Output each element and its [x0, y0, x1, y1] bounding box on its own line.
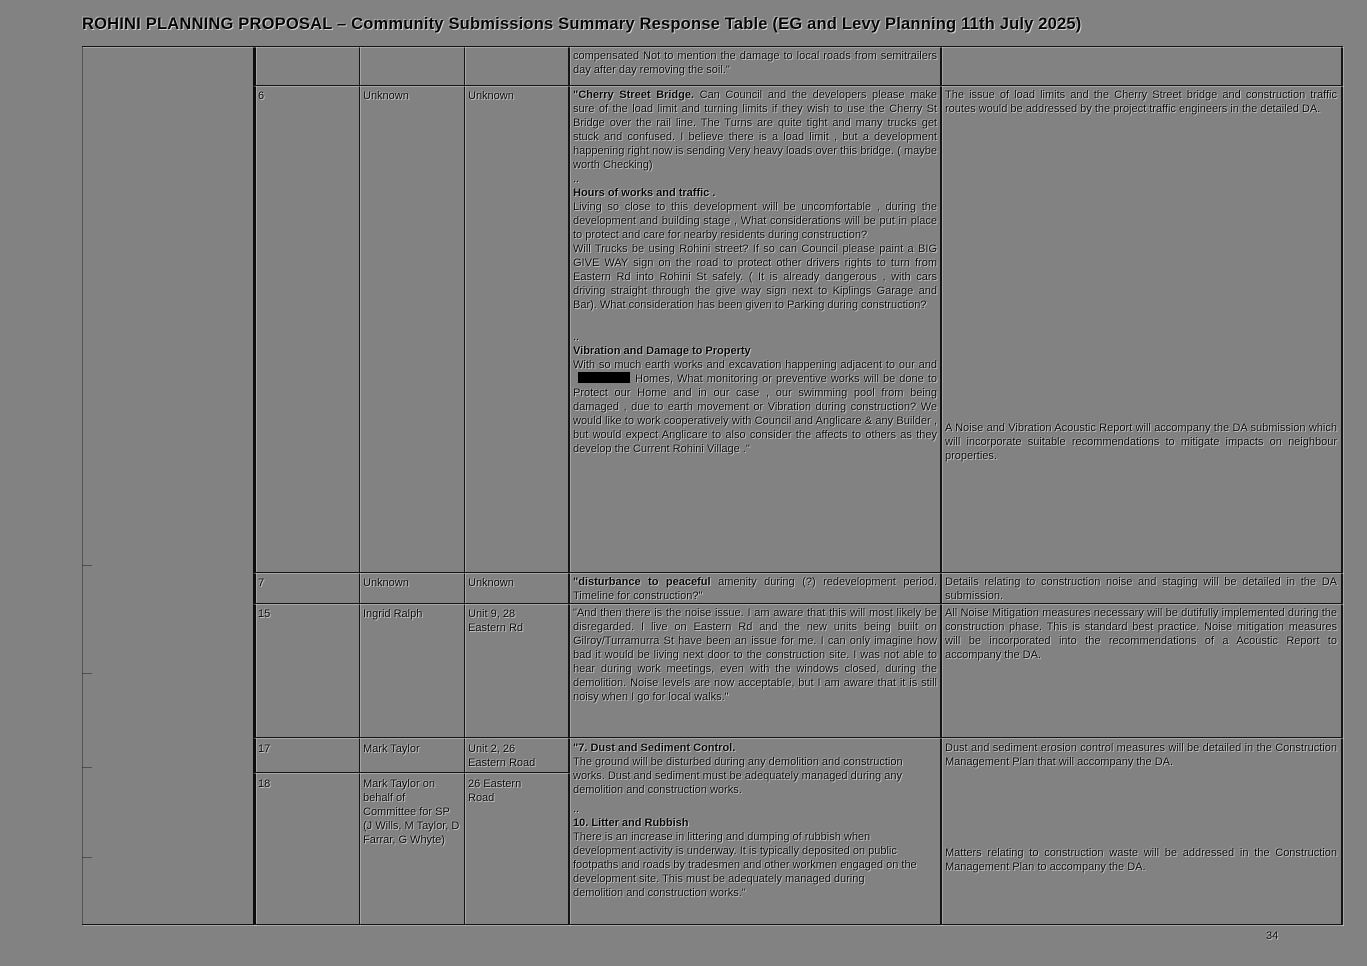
row6-submission-cell — [573, 88, 937, 456]
col-divider-address — [464, 46, 465, 925]
row6-response-cell-2: A Noise and Vibration Acoustic Report will accompany the DA submission which will incorporate suitable recommendations to mitigate impacts on neighbour properties. — [945, 422, 1337, 462]
row15-number-cell: 15 — [258, 608, 271, 620]
ellipsis-line: .. — [573, 803, 580, 815]
redaction-box — [578, 372, 630, 383]
row6-name-cell: Unknown — [363, 90, 409, 102]
submission-text: Can Council and the developers please make sure of the load limit and turning limits if they wish to use the Cherry St Bridge over the rail line. The Turns are quite tight and many trucks get stuck and confused. I believe there is a load limit , but a development happening right now is sending Very heavy loads over this bridge. ( maybe worth Checking) — [573, 89, 937, 171]
table-border-right — [1341, 46, 1343, 925]
submission-text: amenity during (?) redevelopment period. Timeline for construction?" — [573, 576, 937, 602]
row15-name-cell: Ingrid Ralph — [363, 608, 423, 620]
row-divider-17-partial — [253, 772, 569, 773]
response-table — [82, 46, 1343, 925]
table-border-top — [82, 46, 1343, 47]
submission-heading: 10. Litter and Rubbish — [573, 817, 689, 829]
submission-bold-lead: "disturbance to peaceful — [573, 576, 711, 588]
submission-text: With so much earth works and excavation happening adjacent to our andHomes, What monitoring or preventive works will be done to Protect our Home and in our case , our swimming pool from being damaged , due to earth movement or Vibration during construction? We would like to work cooperatively with Council and Anglicare & any Builder , but would expect Anglicare to also consider the affects to others as they develop the Current Rohini Village ." — [573, 359, 937, 455]
row7-name-cell: Unknown — [363, 577, 409, 589]
col-divider-name — [359, 46, 360, 925]
submission-heading: Hours of works and traffic . — [573, 187, 716, 199]
submission-text: The ground will be disturbed during any demolition and construction works. Dust and sediment must be adequately managed during any demolition and construction works. — [573, 756, 903, 796]
left-column-row-tick — [82, 565, 92, 566]
ellipsis-line: .. — [573, 173, 580, 185]
row-divider-7 — [253, 603, 1343, 604]
submission-text: There is an increase in littering and dumping of rubbish when development activity is underway. It is typically deposited on public footpaths and roads by tradesmen and other workmen engaged on the development site. This must be adequately managed during demolition and construction works." — [573, 831, 917, 899]
submission-text: Will Trucks be using Rohini street? If so can Council please paint a BIG GIVE WAY sign on the road to protect other drivers rights to turn from Eastern Rd into Rohini St safely. ( It is already dangerous , with cars driving straight through the give way sign next to Kiplings Garage and Bar). What consideration has been given to Parking during construction? — [573, 243, 937, 311]
row15-address-cell: Unit 9, 28 Eastern Rd — [468, 608, 524, 634]
table-border-bottom — [82, 924, 1343, 925]
row6-response-cell: The issue of load limits and the Cherry Street bridge and construction traffic routes would be addressed by the project traffic engineers in the detailed DA. — [945, 89, 1337, 115]
row15-submission-cell: "And then there is the noise issue. I am aware that this will most likely be disregarded. I live on Eastern Rd and the new units being built on Gilroy/Turramurra St have been an issue for me. I can only imagine how bad it would be living next door to the construction site. I was not able to hear during work meetings, even with the windows closed, during the demolition. Noise levels are now acceptable, but I am aware that it is still noisy when I go for local walks." — [573, 607, 937, 703]
row-divider-carryover — [253, 85, 1343, 86]
row6-address-cell: Unknown — [468, 90, 514, 102]
table-border-left — [82, 46, 83, 925]
page-number: 34 — [1266, 930, 1279, 942]
left-column-row-tick — [82, 673, 92, 674]
row18-number-cell: 18 — [258, 778, 271, 790]
row15-response-cell: All Noise Mitigation measures necessary will be dutifully implemented during the construction phase. This is standard best practice. Noise mitigation measures will be incorporated into the recommendations of a Acoustic Report to accompany the DA. — [945, 607, 1337, 661]
ellipsis-line: .. — [573, 331, 580, 343]
row7-number-cell: 7 — [258, 577, 265, 589]
row7-response-cell: Details relating to construction noise and staging will be detailed in the DA submission. — [945, 576, 1337, 602]
row17-name-cell: Mark Taylor — [363, 743, 420, 755]
row18-address-cell: 26 Eastern Road — [468, 778, 522, 804]
row-divider-6 — [253, 572, 1343, 573]
submission-heading: "7. Dust and Sediment Control. — [573, 742, 736, 754]
carryover-submission-cell: compensated Not to mention the damage to local roads from semitrailers day after day removing the soil." — [573, 50, 937, 76]
submission-text: Living so close to this development will be uncomfortable , during the development and building stage , What considerations will be put in place to protect and care for nearby residents during construction? — [573, 201, 937, 241]
row7-address-cell: Unknown — [468, 577, 514, 589]
row17-response-cell: Dust and sediment erosion control measures will be detailed in the Construction Management Plan that will accompany the DA. — [945, 742, 1337, 768]
left-column-row-tick — [82, 857, 92, 858]
left-column-row-tick — [82, 767, 92, 768]
row7-submission-cell — [573, 575, 937, 603]
col-divider-submission — [568, 46, 570, 925]
submission-heading: Vibration and Damage to Property — [573, 345, 751, 357]
submission-bold-lead: "Cherry Street Bridge. — [573, 89, 694, 101]
row18-name-cell: Mark Taylor on behalf of Committee for SP (J Wills, M Taylor, D Farrar, G Whyte) — [363, 778, 460, 846]
col-divider-response — [940, 46, 942, 925]
row18-response-cell: Matters relating to construction waste will be addressed in the Construction Management Plan to accompany the DA. — [945, 847, 1337, 873]
row-divider-15 — [253, 737, 1343, 738]
row17-18-submission-cell — [573, 741, 917, 900]
table-border-thick — [253, 46, 256, 925]
document-title: ROHINI PLANNING PROPOSAL – Community Submissions Summary Response Table (EG and Levy Planning 11th July 2025) — [82, 15, 1082, 33]
row6-number-cell: 6 — [258, 90, 265, 102]
row17-number-cell: 17 — [258, 743, 271, 755]
row17-address-cell: Unit 2, 26 Eastern Road — [468, 743, 536, 769]
